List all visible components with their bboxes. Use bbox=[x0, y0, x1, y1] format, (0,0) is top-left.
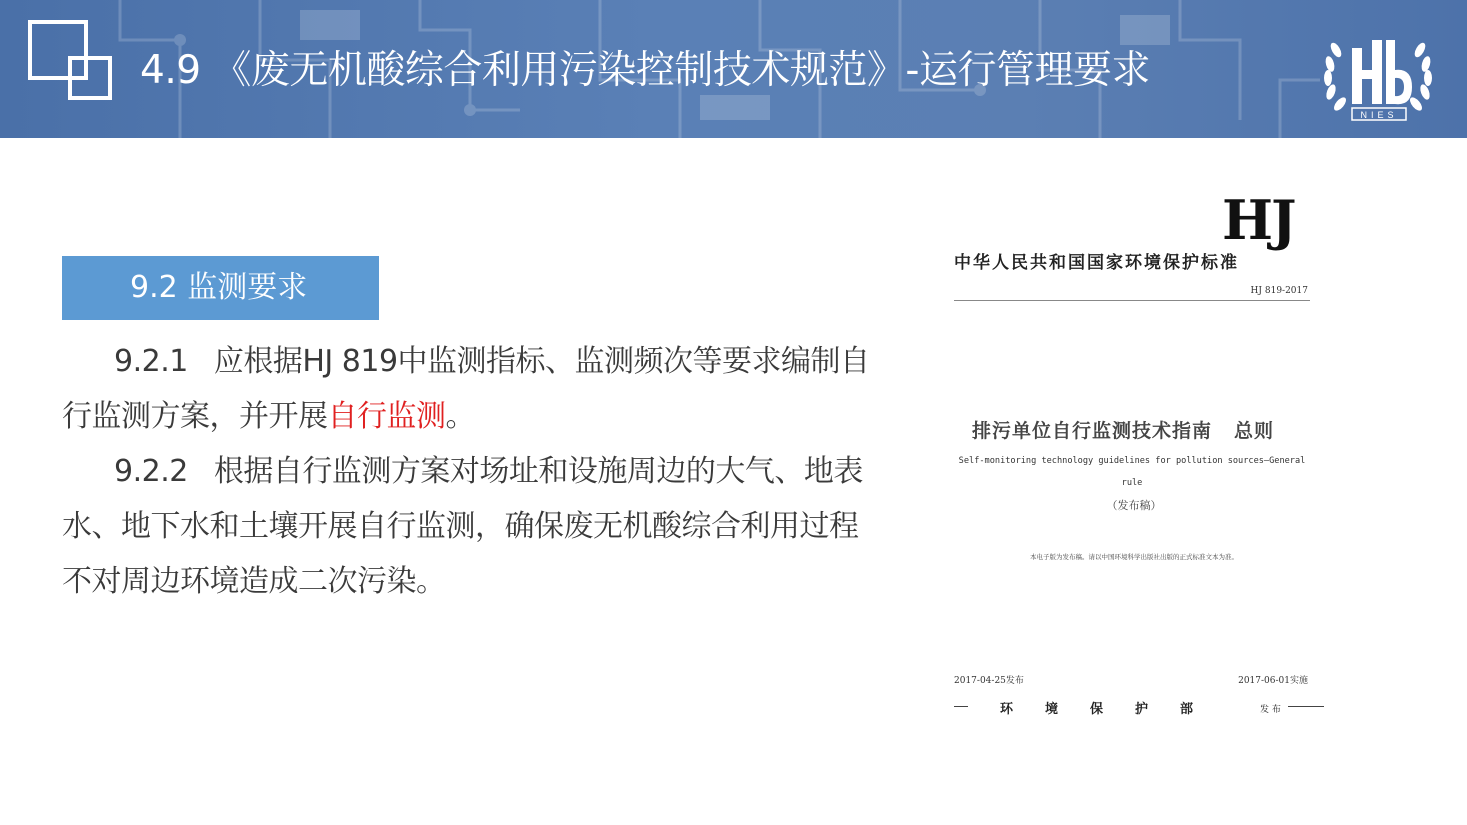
issue-date: 2017-04-25发布 bbox=[954, 676, 1024, 686]
clause-number: 9.2.1 bbox=[114, 344, 188, 379]
body-text bbox=[62, 334, 872, 609]
clause-number: 9.2.2 bbox=[114, 454, 188, 489]
paragraph-text: 根据自行监测方案对场址和设施周边的大气、地表水、地下水和土壤开展自行监测，确保废无机酸综合利用过程不对周边环境造成二次污染。 bbox=[62, 454, 863, 599]
divider bbox=[954, 300, 1310, 301]
department-name: 环境保护部 bbox=[1000, 702, 1226, 717]
effective-date: 2017-06-01实施 bbox=[1238, 676, 1308, 686]
edition-note: 本电子版为发布稿。请以中国环境科学出版社出版的正式标准文本为准。 bbox=[1030, 553, 1238, 561]
section-label: 9.2 监测要求 bbox=[130, 270, 308, 305]
paragraph-text-end: 。 bbox=[445, 399, 475, 434]
paragraph-9-2-1 bbox=[62, 334, 872, 444]
publish-label: 发 布 bbox=[1260, 705, 1281, 715]
highlighted-text: 自行监测 bbox=[327, 399, 446, 434]
standard-code: HJ 819-2017 bbox=[1250, 286, 1308, 296]
header-banner bbox=[0, 0, 1467, 138]
issuing-org: 中华人民共和国国家环境保护标准 bbox=[954, 253, 1239, 273]
standard-title: 排污单位自行监测技术指南 总则 bbox=[972, 420, 1275, 442]
draft-label: （发布稿） bbox=[1106, 499, 1162, 512]
page-title: 4.9 《废无机酸综合利用污染控制技术规范》-运行管理要求 bbox=[140, 48, 1150, 93]
logo-text: NIES bbox=[1360, 110, 1398, 120]
overlapping-squares-icon bbox=[28, 20, 114, 102]
paragraph-9-2-2 bbox=[62, 444, 872, 609]
standard-cover-image bbox=[938, 180, 1330, 740]
section-tag bbox=[62, 256, 379, 320]
paragraph-text: 应根据HJ 819中监测指标、监测频次等要求编制自行监测方案，并开展 bbox=[62, 344, 870, 434]
hj-mark: HJ bbox=[1222, 188, 1295, 252]
nies-logo bbox=[1322, 30, 1434, 122]
standard-title-english: Self-monitoring technology guidelines for pollution sources—General rule bbox=[958, 456, 1306, 488]
